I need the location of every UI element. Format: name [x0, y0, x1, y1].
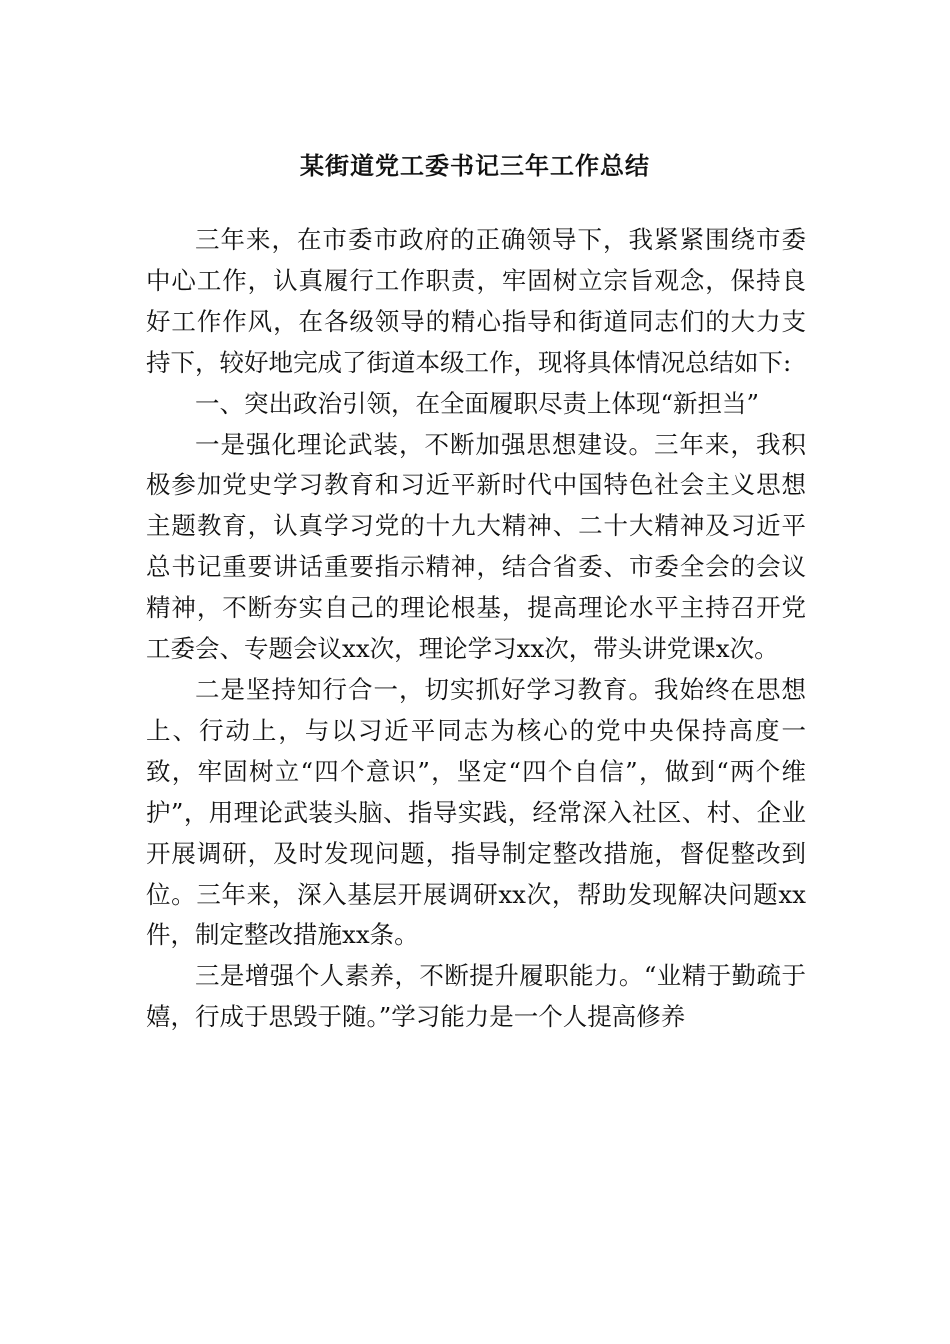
paragraph-point-1: 一是强化理论武装，不断加强思想建设。三年来，我积极参加党史学习教育和习近平新时代中国特色社会主义思想主题教育，认真学习党的十九大精神、二十大精神及习近平总书记重要讲话重要指示精神，结合省委、市委全会的会议精神，不断夯实自己的理论根基，提高理论水平主持召开党工委会、专题会议xx次，理论学习xx次，带头讲党课x次。 — [146, 429, 806, 664]
document-title: 某街道党工委书记三年工作总结 — [300, 151, 650, 180]
paragraph-point-3: 三是增强个人素养，不断提升履职能力。“业精于勤疏于嬉，行成于思毁于随。”学习能力是一个人提高修养 — [146, 961, 806, 1032]
document-body — [146, 220, 806, 1038]
paragraph-intro: 三年来，在市委市政府的正确领导下，我紧紧围绕市委中心工作，认真履行工作职责，牢固树立宗旨观念，保持良好工作作风，在各级领导的精心指导和街道同志们的大力支持下，较好地完成了街道本级工作，现将具体情况总结如下: — [146, 225, 806, 377]
paragraph-point-2: 二是坚持知行合一，切实抓好学习教育。我始终在思想上、行动上，与以习近平同志为核心的党中央保持高度一致，牢固树立“四个意识”，坚定“四个自信”，做到“两个维护”，用理论武装头脑、指导实践，经常深入社区、村、企业开展调研，及时发现问题，指导制定整改措施，督促整改到位。三年来，深入基层开展调研xx次，帮助发现解决问题xx件，制定整改措施xx条。 — [146, 674, 806, 950]
section-heading-1: 一、突出政治引领，在全面履职尽责上体现“新担当” — [195, 388, 760, 418]
